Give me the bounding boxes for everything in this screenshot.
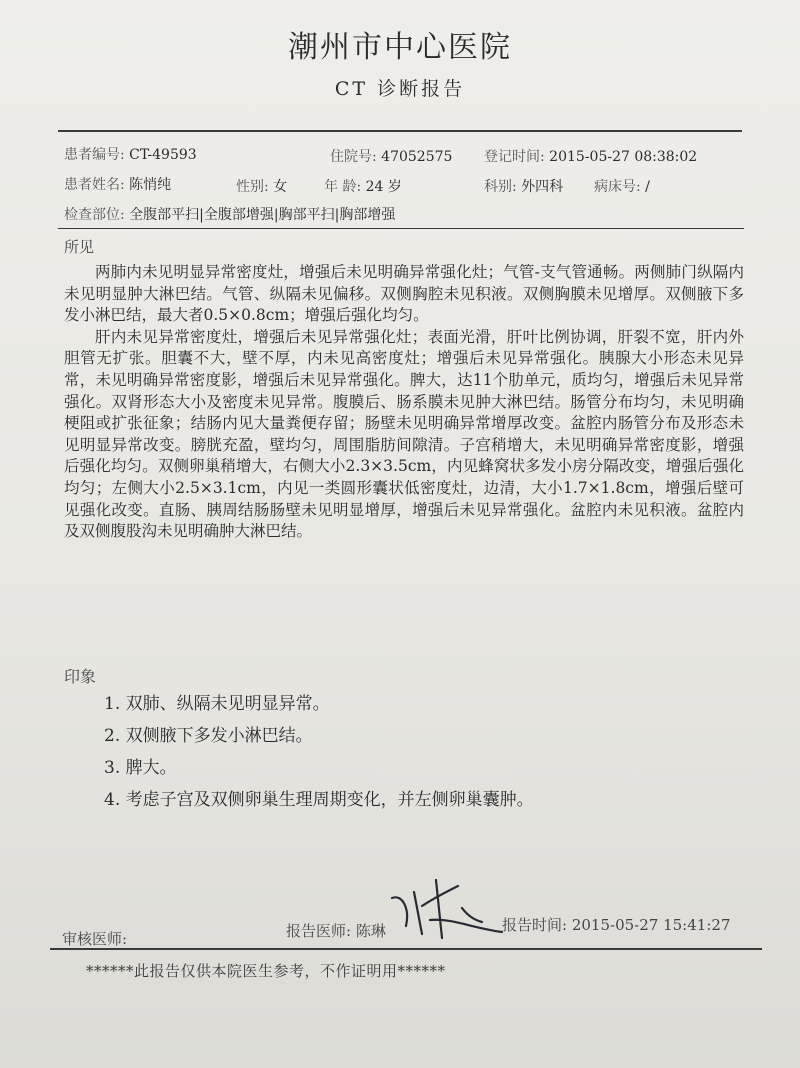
- bed-label: 病床号:: [594, 179, 641, 195]
- department-value: 外四科: [521, 179, 564, 195]
- findings-label: 所见: [64, 238, 95, 256]
- impression-item: 1. 双肺、纵隔未见明显异常。: [104, 694, 330, 714]
- patient-bed: [594, 176, 650, 196]
- sex-label: 性别:: [236, 179, 269, 195]
- inpatient-value: 47052575: [381, 149, 453, 165]
- findings-paragraph-chest: 两肺内未见明显异常密度灶，增强后未见明确异常强化灶；气管-支气管通畅。两侧肺门纵隔内未见明显肿大淋巴结。气管、纵隔未见偏移。双侧胸腔未见积液。双侧胸膜未见增厚。双侧腋下多发小淋巴结，最大者0.5×0.8cm；增强后强化均匀。: [64, 263, 744, 325]
- age-label: 年 龄:: [324, 179, 362, 195]
- bed-value: /: [645, 179, 650, 195]
- footer-divider: [50, 948, 762, 950]
- exam-region: [64, 204, 395, 224]
- patient-department: [484, 176, 563, 196]
- inpatient-number: [330, 146, 452, 166]
- patient-id: [64, 144, 197, 164]
- registration-time-value: 2015-05-27 08:38:02: [549, 149, 698, 165]
- patient-age: [324, 176, 402, 196]
- patient-name-value: 陈悄纯: [129, 177, 172, 193]
- patient-name-label: 患者姓名:: [64, 177, 125, 193]
- top-divider: [58, 130, 742, 132]
- report-title: CT 诊断报告: [334, 78, 466, 100]
- report-time-value: 2015-05-27 15:41:27: [571, 916, 731, 934]
- age-value: 24 岁: [365, 179, 402, 195]
- hospital-name: 潮州市中心医院: [288, 30, 512, 65]
- exam-region-value: 全腹部平扫|全腹部增强|胸部平扫|胸部增强: [129, 207, 396, 223]
- patient-name: [64, 174, 171, 194]
- patient-sex: [236, 176, 287, 196]
- report-time: [502, 914, 730, 935]
- reporter-name: 陈琳: [355, 922, 386, 940]
- reporter-label: 报告医师:: [286, 922, 352, 940]
- impression-label: 印象: [64, 667, 97, 686]
- patient-id-value: CT-49593: [129, 147, 197, 163]
- report-time-label: 报告时间:: [502, 916, 568, 934]
- impression-list: [104, 688, 534, 816]
- registration-time-label: 登记时间:: [484, 149, 545, 165]
- impression-item: 4. 考虑子宫及双侧卵巢生理周期变化，并左侧卵巢囊肿。: [104, 790, 534, 810]
- findings-paragraph-abdomen: 肝内未见异常密度灶，增强后未见异常强化灶；表面光滑，肝叶比例协调，肝裂不宽，肝内外胆管无扩张。胆囊不大，壁不厚，内未见高密度灶；增强后未见异常强化。胰腺大小形态未见异常，未见明确异常密度影，增强后未见异常强化。脾大，达11个肋单元，质均匀，增强后未见异常强化。双肾形态大小及密度未见异常。腹膜后、肠系膜未见肿大淋巴结。肠管分布均匀，未见明确梗阻或扩张征象；结肠内见大量粪便存留；肠壁未见明确异常增厚改变。盆腔内肠管分布及形态未见明显异常改变。膀胱充盈，壁均匀，周围脂肪间隙清。子宫稍增大，未见明确异常密度影，增强后强化均匀。双侧卵巢稍增大，右侧大小2.3×3.5cm，内见蜂窝状多发小房分隔改变，增强后强化均匀；左侧大小2.5×3.1cm，内见一类圆形囊状低密度灶，边清，大小1.7×1.8cm，增强后壁可见强化改变。直肠、胰周结肠肠壁未见明显增厚，增强后未见异常强化。盆腔内未见积液。盆腔内及双侧腹股沟未见明确肿大淋巴结。: [64, 327, 744, 541]
- impression-item: 2. 双侧腋下多发小淋巴结。: [104, 726, 313, 746]
- impression-item: 3. 脾大。: [104, 758, 177, 778]
- sex-value: 女: [273, 179, 288, 195]
- header-divider: [58, 228, 744, 229]
- inpatient-label: 住院号:: [330, 149, 377, 165]
- disclaimer-notice: ******此报告仅供本院医生参考，不作证明用******: [86, 962, 446, 980]
- registration-time: [484, 146, 697, 166]
- findings-text: [64, 262, 744, 543]
- exam-region-label: 检查部位:: [64, 207, 125, 223]
- doctor-signature: [362, 868, 522, 948]
- patient-id-label: 患者编号:: [64, 147, 125, 163]
- reviewer-label: 审核医师:: [62, 930, 128, 948]
- department-label: 科别:: [484, 179, 517, 195]
